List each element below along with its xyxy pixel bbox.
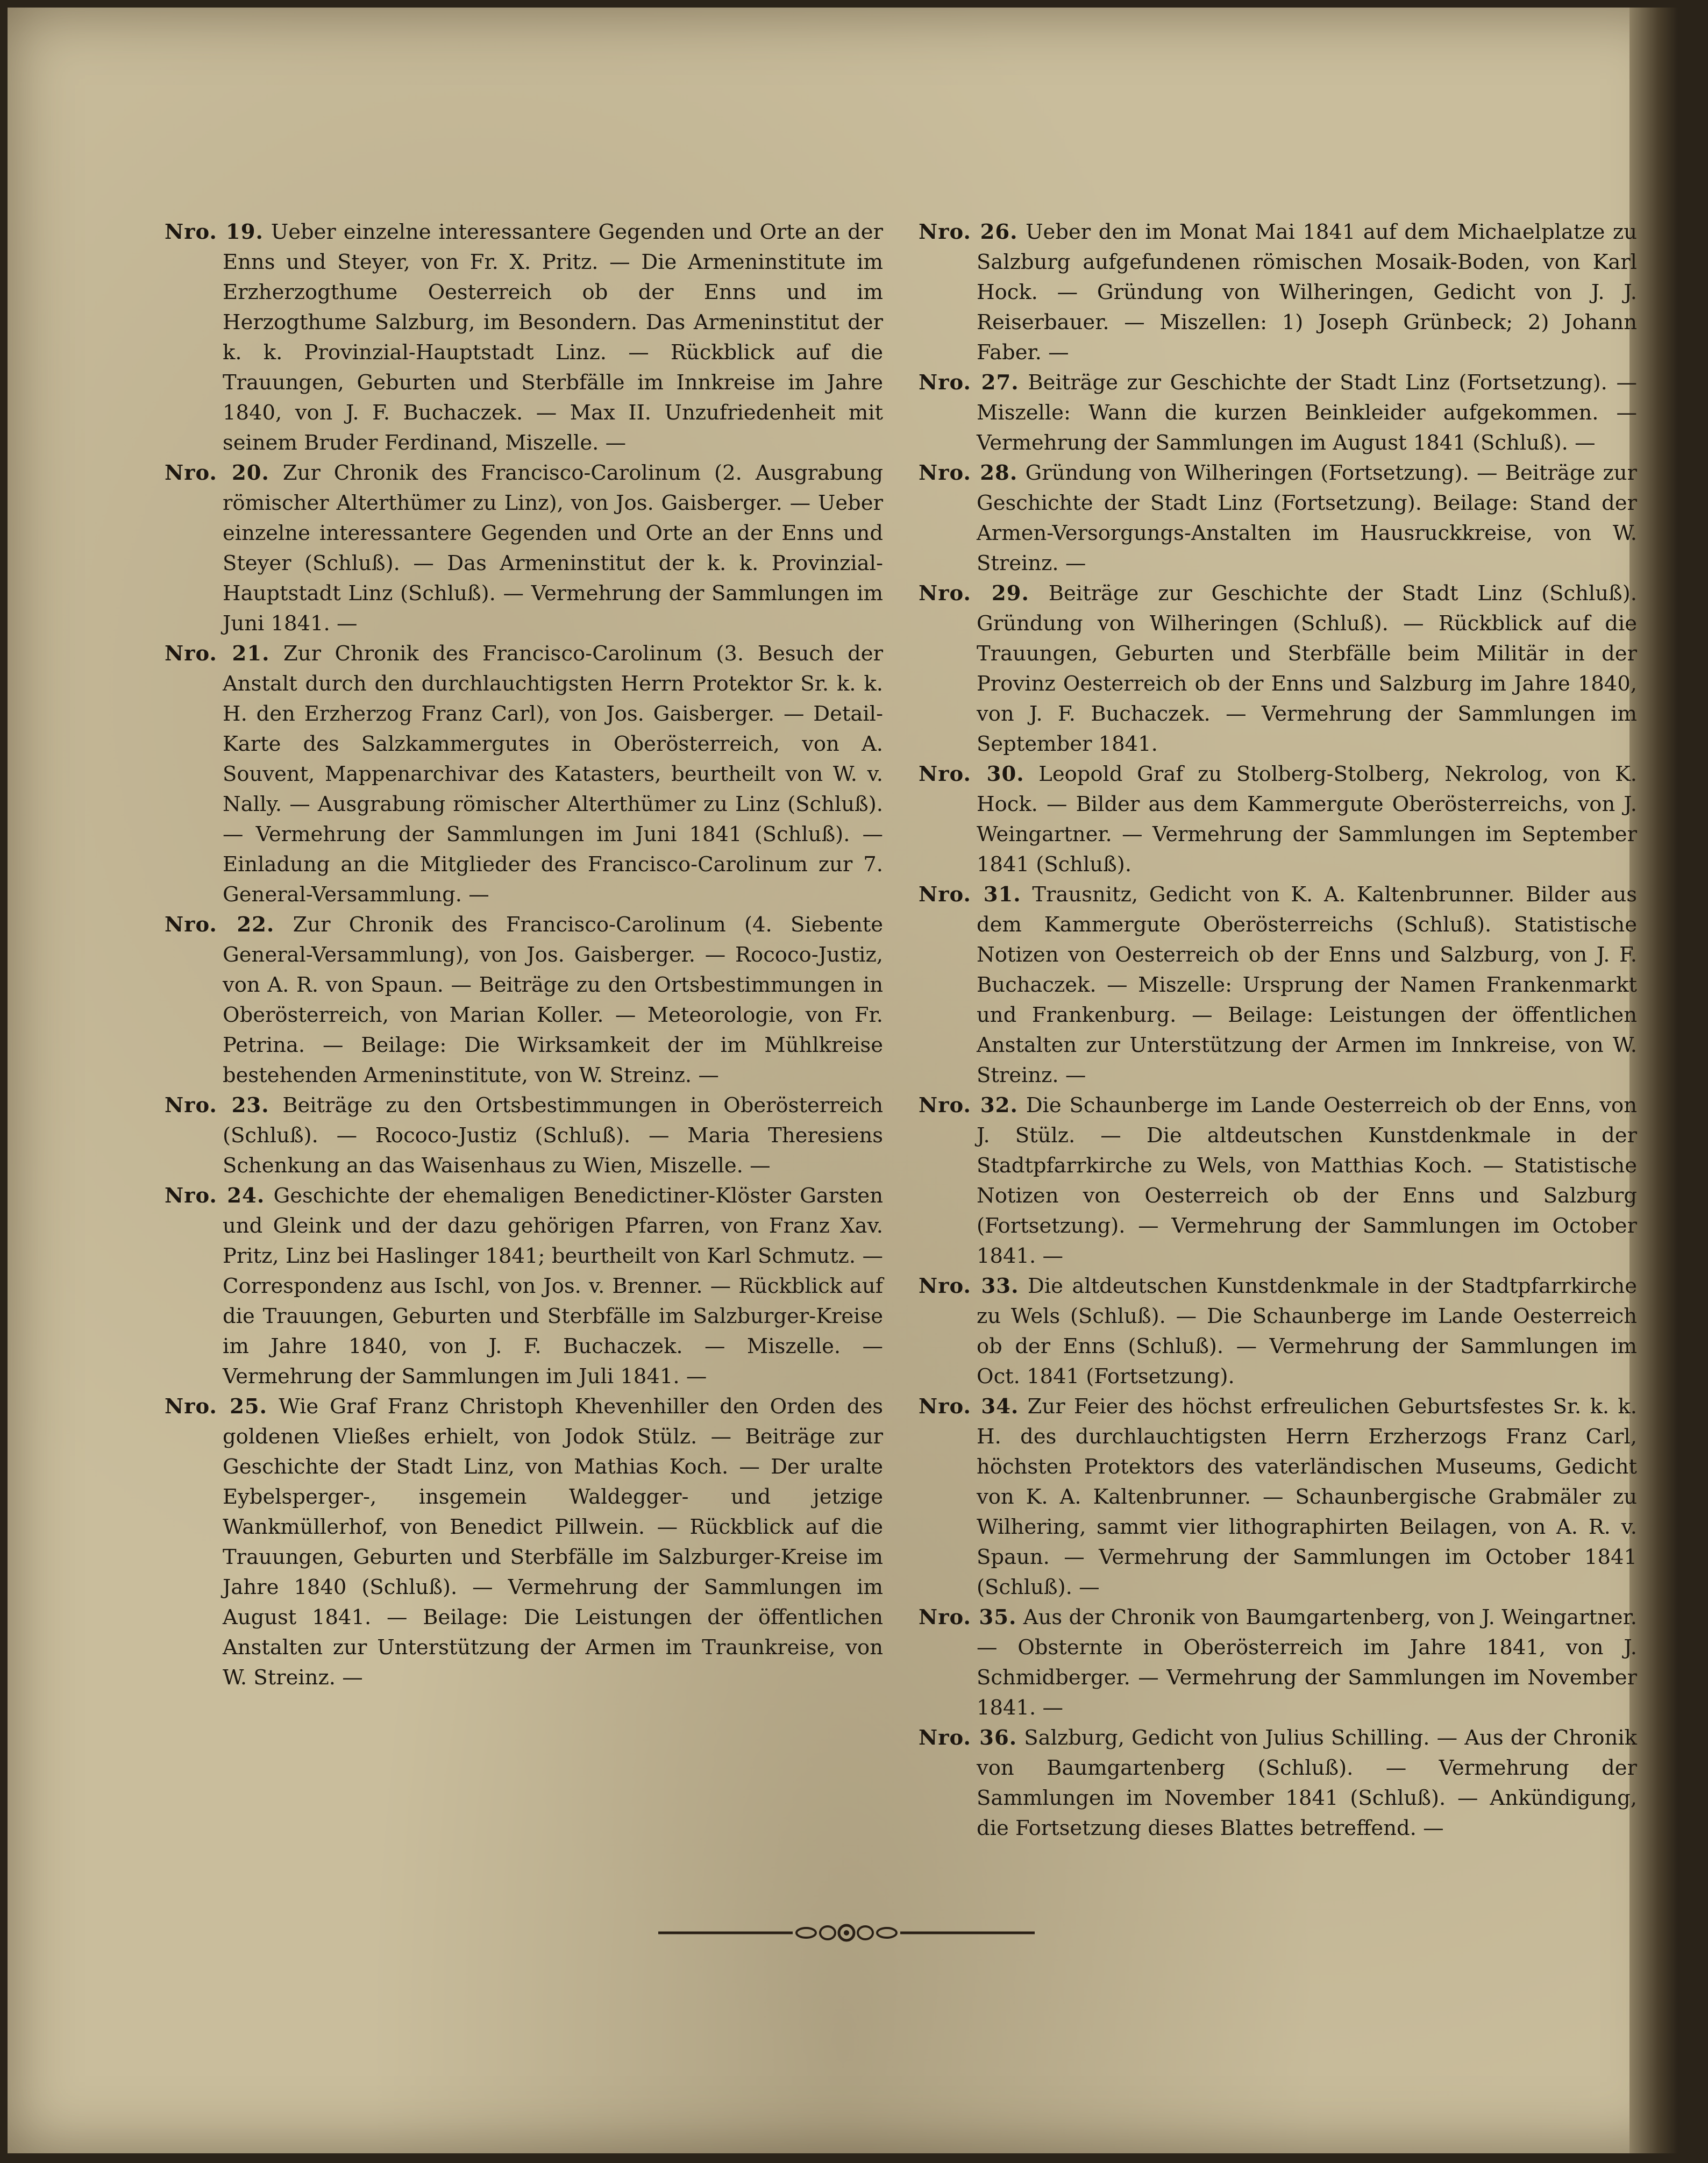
entry-text: Beiträge zu den Ortsbestimmungen in Oberösterreich (Schluß). — Rococo-Justiz (Schluß). — Maria Theresiens Schenkung an das Waisenhaus zu Wien, Miszelle. — xyxy=(223,1093,883,1178)
index-entry xyxy=(919,368,1637,458)
index-entry xyxy=(919,217,1637,368)
entry-text: Trausnitz, Gedicht von K. A. Kaltenbrunner. Bilder aus dem Kammergute Oberösterreichs (Schluß). Statistische Notizen von Oesterreich ob der Enns und Salzburg, von J. F. Buchaczek. — Miszelle: Ursprung der Namen Frankenmarkt und Frankenburg. — Beilage: Leistungen der öffentlichen Anstalten zur Unterstützung der Armen im Innkreise, von W. Streinz. — xyxy=(977,883,1637,1087)
entry-number: Nro. 25. xyxy=(165,1394,268,1419)
entry-number: Nro. 36. xyxy=(919,1726,1017,1750)
entry-number: Nro. 29. xyxy=(919,581,1029,606)
entry-text: Gründung von Wilheringen (Fortsetzung). — Beiträge zur Geschichte der Stadt Linz (Fortsetzung). Beilage: Stand der Armen-Versorgungs-Anstalten im Hausruckkreise, von W. Streinz. — xyxy=(977,461,1637,575)
index-entry xyxy=(165,1091,883,1181)
index-entry xyxy=(165,1392,883,1693)
ornament-divider xyxy=(658,1922,1035,1944)
entry-text: Aus der Chronik von Baumgartenberg, von J. Weingartner. — Obsternte in Oberösterreich im Jahre 1841, von J. Schmidberger. — Vermehrung der Sammlungen im November 1841. — xyxy=(977,1605,1638,1720)
index-entry xyxy=(919,1271,1637,1392)
entry-text: Geschichte der ehemaligen Benedictiner-Klöster Garsten und Gleink und der dazu gehörigen Pfarren, von Franz Xav. Pritz, Linz bei Haslinger 1841; beurtheilt von Karl Schmutz. — Correspondenz aus Ischl, von Jos. v. Brenner. — Rückblick auf die Trauungen, Geburten und Sterbfälle im Salzburger-Kreise im Jahre 1840, von J. F. Buchaczek. — Miszelle. — Vermehrung der Sammlungen im Juli 1841. — xyxy=(223,1184,884,1389)
entry-number: Nro. 34. xyxy=(919,1394,1019,1419)
index-entry xyxy=(919,880,1637,1091)
entry-text: Zur Chronik des Francisco-Carolinum (3. Besuch der Anstalt durch den durchlauchtigsten Herrn Protektor Sr. k. k. H. den Erzherzog Franz Carl), von Jos. Gaisberger. — Detail-Karte des Salzkammergutes in Oberösterreich, von A. Souvent, Mappenarchivar des Katasters, beurtheilt von W. v. Nally. — Ausgrabung römischer Alterthümer zu Linz (Schluß). — Vermehrung der Sammlungen im Juni 1841 (Schluß). — Einladung an die Mitglieder des Francisco-Carolinum zur 7. General-Versammlung. — xyxy=(223,642,883,907)
entry-number: Nro. 24. xyxy=(165,1184,265,1208)
index-entry xyxy=(165,639,883,910)
entry-number: Nro. 35. xyxy=(919,1605,1017,1630)
entry-text: Ueber den im Monat Mai 1841 auf dem Michaelplatze zu Salzburg aufgefundenen römischen Mosaik-Boden, von Karl Hock. — Gründung von Wilheringen, Gedicht von J. J. Reiserbauer. — Miszellen: 1) Joseph Grünbeck; 2) Johann Faber. — xyxy=(977,220,1638,365)
index-entry xyxy=(165,910,883,1091)
newspaper-page xyxy=(8,8,1678,2153)
entry-number: Nro. 20. xyxy=(165,461,269,485)
entry-text: Die Schaunberge im Lande Oesterreich ob der Enns, von J. Stülz. — Die altdeutschen Kunstdenkmale in der Stadtpfarrkirche zu Wels, von Matthias Koch. — Statistische Notizen von Oesterreich ob der Enns und Salzburg (Fortsetzung). — Vermehrung der Sammlungen im October 1841. — xyxy=(977,1093,1637,1268)
entry-number: Nro. 33. xyxy=(919,1274,1019,1298)
entry-text: Leopold Graf zu Stolberg-Stolberg, Nekrolog, von K. Hock. — Bilder aus dem Kammergute Oberösterreichs, von J. Weingartner. — Vermehrung der Sammlungen im September 1841 (Schluß). xyxy=(977,762,1637,877)
index-entry xyxy=(919,1392,1637,1603)
entry-number: Nro. 26. xyxy=(919,220,1018,244)
left-column xyxy=(165,217,883,1693)
entry-text: Wie Graf Franz Christoph Khevenhiller den Orden des goldenen Vließes erhielt, von Jodok Stülz. — Beiträge zur Geschichte der Stadt Linz, von Mathias Koch. — Der uralte Eybelsperger-, insgemein Waldegger- und jetzige Wankmüllerhof, von Benedict Pillwein. — Rückblick auf die Trauungen, Geburten und Sterbfälle im Salzburger-Kreise im Jahre 1840 (Schluß). — Vermehrung der Sammlungen im August 1841. — Beilage: Die Leistungen der öffentlichen Anstalten zur Unterstützung der Armen im Traunkreise, von W. Streinz. — xyxy=(223,1394,883,1690)
entry-text: Ueber einzelne interessantere Gegenden und Orte an der Enns und Steyer, von Fr. X. Pritz. — Die Armeninstitute im Erzherzogthume Oesterreich ob der Enns und im Herzogthume Salzburg, im Besondern. Das Armeninstitut der k. k. Provinzial-Hauptstadt Linz. — Rückblick auf die Trauungen, Geburten und Sterbfälle im Innkreise im Jahre 1840, von J. F. Buchaczek. — Max II. Unzufriedenheit mit seinem Bruder Ferdinand, Miszelle. — xyxy=(223,220,883,455)
entry-text: Zur Chronik des Francisco-Carolinum (4. Siebente General-Versammlung), von Jos. Gaisberger. — Rococo-Justiz, von A. R. von Spaun. — Beiträge zu den Ortsbestimmungen in Oberösterreich, von Marian Koller. — Meteorologie, von Fr. Petrina. — Beilage: Die Wirksamkeit der im Mühlkreise bestehenden Armeninstitute, von W. Streinz. — xyxy=(223,913,884,1087)
entry-text: Beiträge zur Geschichte der Stadt Linz (Schluß). Gründung von Wilheringen (Schluß). — Rückblick auf die Trauungen, Geburten und Sterbfälle beim Militär in der Provinz Oesterreich ob der Enns und Salzburg im Jahre 1840, von J. F. Buchaczek. — Vermehrung der Sammlungen im September 1841. xyxy=(977,581,1638,756)
entry-number: Nro. 21. xyxy=(165,642,270,666)
index-entry xyxy=(919,458,1637,579)
index-entry xyxy=(919,1723,1637,1844)
index-entry xyxy=(165,458,883,639)
entry-text: Salzburg, Gedicht von Julius Schilling. — Aus der Chronik von Baumgartenberg (Schluß). — Vermehrung der Sammlungen im November 1841 (Schluß). — Ankündigung, die Fortsetzung dieses Blattes betreffend. — xyxy=(977,1726,1637,1840)
entry-number: Nro. 22. xyxy=(165,913,275,937)
entry-number: Nro. 32. xyxy=(919,1093,1018,1118)
entry-number: Nro. 31. xyxy=(919,883,1021,907)
index-entry xyxy=(165,1181,883,1392)
index-entry xyxy=(919,579,1637,759)
right-column xyxy=(919,217,1637,1844)
entry-number: Nro. 28. xyxy=(919,461,1018,485)
index-entry xyxy=(919,1603,1637,1723)
entry-number: Nro. 30. xyxy=(919,762,1024,786)
entry-text: Zur Feier des höchst erfreulichen Geburtsfestes Sr. k. k. H. des durchlauchtigsten Herrn Erzherzogs Franz Carl, höchsten Protektors des vaterländischen Museums, Gedicht von K. A. Kaltenbrunner. — Schaunbergische Grabmäler zu Wilhering, sammt vier lithographirten Beilagen, von A. R. v. Spaun. — Vermehrung der Sammlungen im October 1841 (Schluß). — xyxy=(977,1394,1638,1599)
entry-number: Nro. 23. xyxy=(165,1093,269,1118)
index-entry xyxy=(165,217,883,458)
entry-number: Nro. 19. xyxy=(165,220,264,244)
entry-text: Beiträge zur Geschichte der Stadt Linz (Fortsetzung). — Miszelle: Wann die kurzen Beinkleider aufgekommen. — Vermehrung der Sammlungen im August 1841 (Schluß). — xyxy=(977,371,1638,455)
index-entry xyxy=(919,1091,1637,1271)
entry-text: Zur Chronik des Francisco-Carolinum (2. Ausgrabung römischer Alterthümer zu Linz), von Jos. Gaisberger. — Ueber einzelne interessantere Gegenden und Orte an der Enns und Steyer (Schluß). — Das Armeninstitut der k. k. Provinzial-Hauptstadt Linz (Schluß). — Vermehrung der Sammlungen im Juni 1841. — xyxy=(223,461,883,636)
entry-text: Die altdeutschen Kunstdenkmale in der Stadtpfarrkirche zu Wels (Schluß). — Die Schaunberge im Lande Oesterreich ob der Enns (Schluß). — Vermehrung der Sammlungen im Oct. 1841 (Fortsetzung). xyxy=(977,1274,1637,1389)
index-entry xyxy=(919,759,1637,880)
entry-number: Nro. 27. xyxy=(919,371,1019,395)
